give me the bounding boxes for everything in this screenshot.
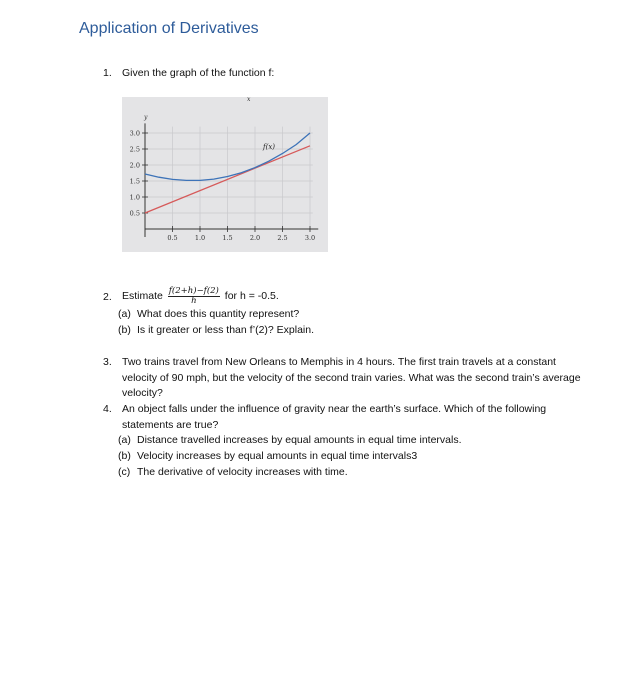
q2-suffix: for h = -0.5. bbox=[224, 290, 279, 302]
y-tick-label: 0.5 bbox=[129, 209, 140, 218]
q3-number: 3. bbox=[103, 356, 112, 368]
x-tick-label: 2.0 bbox=[249, 234, 261, 242]
page-title: Application of Derivatives bbox=[79, 20, 259, 37]
fraction-denominator: h bbox=[191, 295, 197, 306]
graph-svg bbox=[122, 97, 328, 252]
q4c-text: The derivative of velocity increases with time. bbox=[137, 466, 348, 478]
x-axis-label: x bbox=[247, 97, 251, 103]
y-tick-label: 2.0 bbox=[129, 161, 140, 170]
q2a-text: What does this quantity represent? bbox=[137, 308, 300, 320]
q4-text: An object falls under the influence of gravity near the earth’s surface. Which of the following statements are true? bbox=[122, 403, 547, 431]
q4a-label: (a) bbox=[118, 434, 131, 446]
q2-stem bbox=[122, 283, 279, 309]
q1-number: 1. bbox=[103, 67, 112, 79]
x-ticks bbox=[167, 226, 315, 242]
graph-figure bbox=[122, 97, 328, 252]
q4b-text: Velocity increases by equal amounts in equal time intervals3 bbox=[137, 450, 418, 462]
graph-grid bbox=[145, 127, 313, 229]
q4-number: 4. bbox=[103, 403, 112, 415]
x-tick-label: 1.5 bbox=[222, 234, 233, 242]
fraction-numerator: f(2+h)−f(2) bbox=[168, 285, 219, 296]
x-tick-label: 1.0 bbox=[194, 234, 206, 242]
y-tick-label: 3.0 bbox=[129, 129, 140, 138]
x-tick-label: 3.0 bbox=[304, 234, 316, 242]
difference-quotient bbox=[168, 287, 220, 306]
curve-label: f(x) bbox=[263, 143, 276, 151]
y-tick-label: 1.0 bbox=[129, 193, 140, 202]
q2-estimate: Estimate bbox=[122, 290, 163, 302]
graph-axes bbox=[145, 123, 318, 237]
q4b-label: (b) bbox=[118, 450, 131, 462]
y-tick-label: 1.5 bbox=[129, 177, 140, 186]
q4a-text: Distance travelled increases by equal amounts in equal time intervals. bbox=[137, 434, 462, 446]
q1-text: Given the graph of the function f: bbox=[122, 67, 275, 79]
q4c-label: (c) bbox=[118, 466, 131, 478]
y-axis-label: y bbox=[144, 114, 148, 121]
x-tick-label: 2.5 bbox=[277, 234, 288, 242]
q2b-label: (b) bbox=[118, 324, 131, 336]
x-tick-label: 0.5 bbox=[167, 234, 178, 242]
y-tick-label: 2.5 bbox=[129, 145, 140, 154]
q2-number: 2. bbox=[103, 291, 112, 303]
q2b-text: Is it greater or less than f’(2)? Explain. bbox=[137, 324, 315, 336]
q2a-label: (a) bbox=[118, 308, 131, 320]
q3-text: Two trains travel from New Orleans to Memphis in 4 hours. The first train travels at a constant velocity of 90 mph, but the velocity of the second train varies. What was the second train’s average velocity? bbox=[122, 356, 581, 399]
